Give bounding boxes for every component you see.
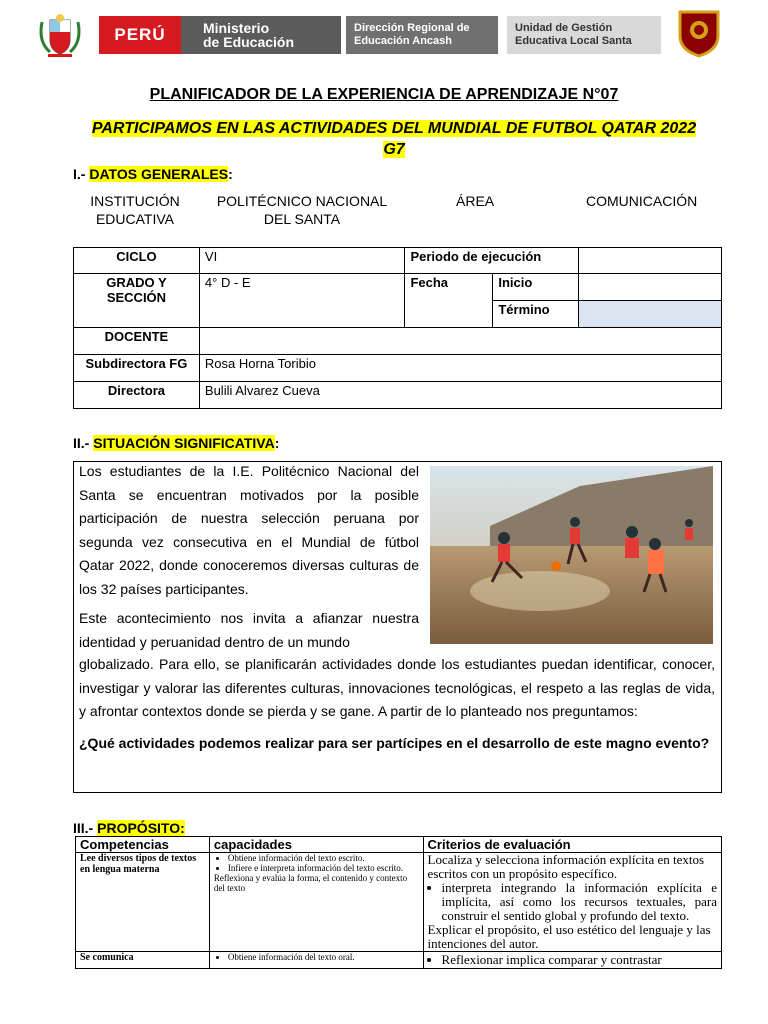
competencia-lee: Lee diversos tipos de textos en lengua materna (76, 853, 210, 952)
dre-ancash-logo (346, 16, 498, 54)
dre-line1: Dirección Regional de (354, 22, 470, 34)
peru-brand-logo (99, 16, 181, 54)
minedu-line1: Ministerio (203, 20, 270, 36)
minedu-line2: de Educación (203, 34, 295, 50)
section-1-label: DATOS GENERALES (89, 166, 229, 182)
section-2-label: SITUACIÓN SIGNIFICATIVA (93, 435, 275, 451)
periodo-value (579, 248, 722, 274)
grado-label: GRADO Y SECCIÓN (74, 274, 200, 328)
capacidad-item: • Obtiene información del texto escrito. (228, 853, 419, 863)
ugel-line1: Unidad de Gestión (515, 22, 613, 34)
section-1-colon: : (228, 166, 233, 182)
periodo-label: Periodo de ejecución (405, 248, 579, 274)
capacidad-item: • Obtiene información del texto oral. (228, 952, 419, 962)
section-1-heading (73, 166, 233, 182)
inicio-value (579, 274, 722, 301)
criterios-lee (423, 853, 721, 952)
capacidades-comunica (209, 952, 423, 969)
institution-name: POLITÉCNICO NACIONAL DEL SANTA (216, 193, 388, 227)
section-1-number: I.- (73, 166, 90, 182)
capacidades-lee (209, 853, 423, 952)
header-capacidades: capacidades (209, 837, 423, 853)
section-3-label: PROPÓSITO: (97, 820, 185, 836)
directora-value: Bulili Alvarez Cueva (199, 382, 721, 409)
situacion-paragraph-3: globalizado. Para ello, se planificarán actividades donde los estudiantes puedan identificar, conocer, investigar y valorar las diferentes culturas, innovaciones tecnológicas, el respeto a las reglas de vida, y afrontar contextos donde se pierda y se gane. A partir de lo planteado nos preguntamos: (79, 656, 715, 719)
area-label: ÁREA (456, 193, 495, 209)
docente-label: DOCENTE (74, 328, 200, 355)
ciclo-label: CICLO (74, 248, 200, 274)
header-competencias: Competencias (76, 837, 210, 853)
ugel-line2: Educativa Local Santa (515, 35, 632, 47)
grado-value: 4° D - E (199, 274, 405, 328)
school-shield-logo (678, 8, 720, 58)
area-value: COMUNICACIÓN (586, 193, 698, 209)
criterio-explicar: Explicar el propósito, el uso estético del lenguaje y las intenciones del autor. (427, 922, 711, 951)
criterio-reflexionar: • Reflexionar implica comparar y contrastar (442, 952, 717, 968)
criterio-interpreta: • interpreta integrando la información explícita e implícita, así como los recursos textuales, para construir el sentido global y profundo del texto. (442, 881, 717, 923)
criterio-localiza: Localiza y selecciona información explícita en textos escritos con un propósito específico. (427, 852, 705, 881)
header-criterios: Criterios de evaluación (423, 837, 721, 853)
document-subtitle (84, 118, 704, 160)
termino-value (579, 301, 722, 328)
document-title: PLANIFICADOR DE LA EXPERIENCIA DE APRENDIZAJE N°07 (149, 86, 619, 103)
section-3-heading (73, 820, 185, 836)
section-2-number: II.- (73, 435, 94, 451)
subdirectora-label: Subdirectora FG (74, 355, 200, 382)
dre-line2: Educación Ancash (354, 35, 453, 47)
competencia-comunica: Se comunica (76, 952, 210, 969)
docente-value (199, 328, 721, 355)
capacidad-item: • Infiere e interpreta información del texto escrito. (228, 863, 419, 873)
section-2-heading (73, 435, 279, 451)
section-2-colon: : (274, 435, 280, 451)
situacion-question: ¿Qué actividades podemos realizar para ser partícipes en el desarrollo de este magno evento? (79, 735, 710, 751)
inicio-label: Inicio (493, 274, 579, 301)
proposito-table (75, 836, 722, 969)
fecha-label: Fecha (405, 274, 493, 328)
subdirectora-value: Rosa Horna Toribio (199, 355, 721, 382)
institution-label: INSTITUCIÓN EDUCATIVA (90, 193, 180, 227)
peru-coat-of-arms-logo (36, 12, 84, 58)
ciclo-value: VI (199, 248, 405, 274)
criterios-comunica (423, 952, 721, 969)
situacion-paragraph-2: Este acontecimiento nos invita a afianzar nuestra identidad y peruanidad dentro de un mundo (79, 610, 419, 650)
situacion-paragraph-1: Los estudiantes de la I.E. Politécnico Nacional del Santa se encuentran motivados por la posible participación de nuestra selección peruana por segunda vez consecutiva en el Mundial de fútbol Qatar 2022, donde conoceremos diversas culturas de los 32 países participantes. (79, 463, 419, 597)
section-3-number: III.- (73, 820, 98, 836)
children-playing-football-photo (430, 466, 713, 644)
ugel-santa-logo (507, 16, 661, 54)
document-subtitle-text: PARTICIPAMOS EN LAS ACTIVIDADES DEL MUNDIAL DE FUTBOL QATAR 2022 G7 (91, 120, 697, 158)
ministerio-educacion-logo (181, 16, 341, 54)
datos-generales-table (73, 247, 722, 409)
termino-label: Término (493, 301, 579, 328)
directora-label: Directora (74, 382, 200, 409)
capacidad-reflexiona: Reflexiona y evalúa la forma, el contenido y contexto del texto (213, 873, 408, 893)
peru-brand-label: PERÚ (114, 25, 166, 44)
